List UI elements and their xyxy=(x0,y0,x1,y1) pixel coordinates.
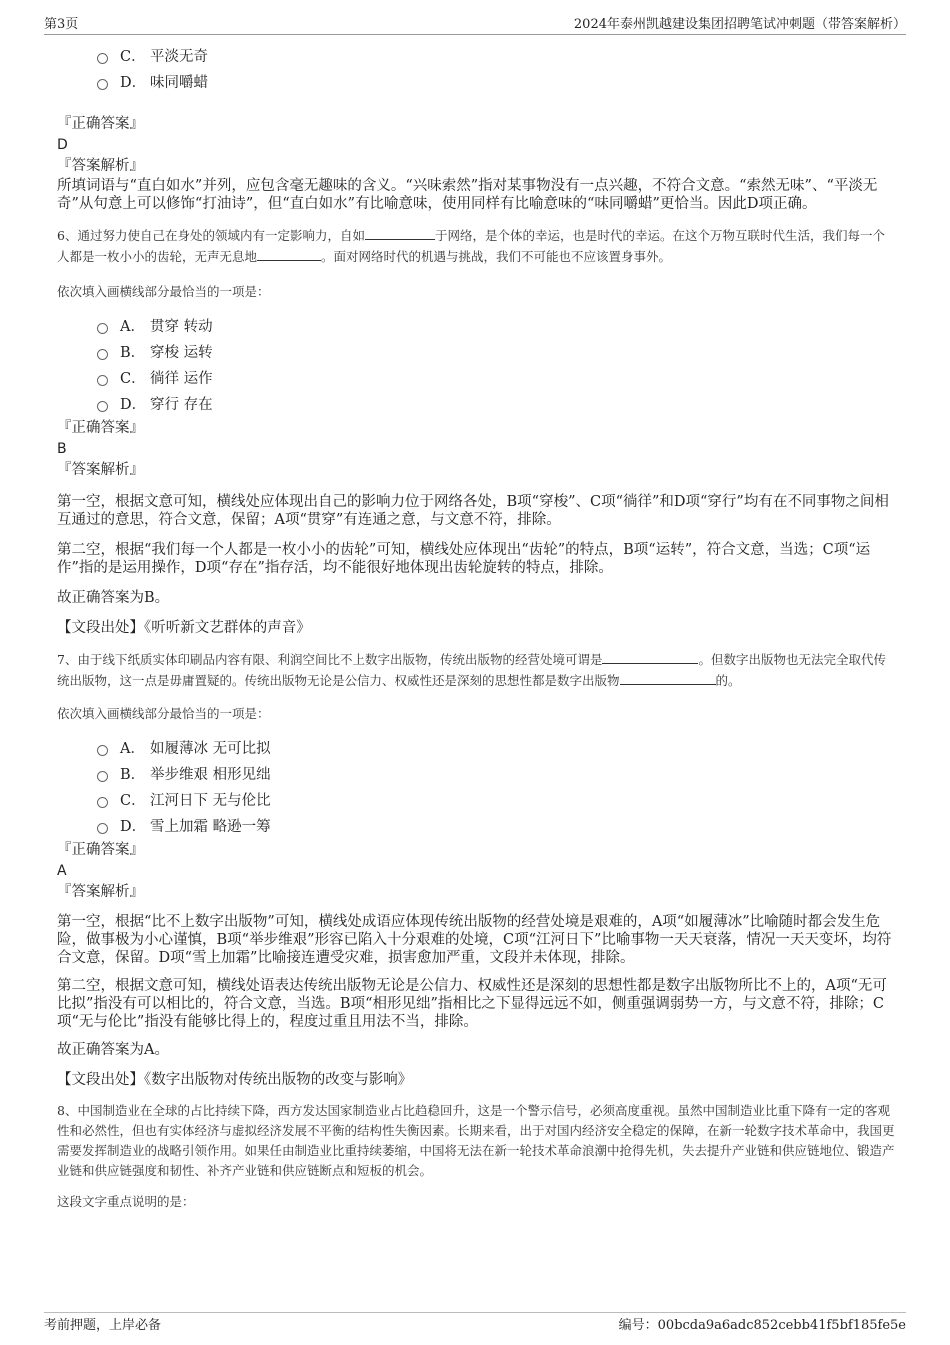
q7-analysis-p1: 第一空，根据“比不上数字出版物”可知，横线处成语应体现传统出版物的经营处境是艰难的，A项“如履薄冰”比喻随时都会发生危险，做事极为小心谨慎，B项“举步维艰”形容已陷入十分艰难的处境，C项“江河日下”比喻事物一天天衰落，情况一天天变坏，均符合文意，保留。D项“雪上加霜”比喻接连遭受灾难，损害愈加严重，文段并未体现，排除。 xyxy=(57,914,892,966)
document-title: 2024年泰州凯越建设集团招聘笔试冲刺题（带答案解析） xyxy=(573,17,906,32)
page-number: 第3页 xyxy=(44,17,79,32)
q7-option-b[interactable]: B． 举步维艰 相形见绌 xyxy=(97,762,895,788)
q5-analysis-head: 『答案解析』 xyxy=(57,158,144,174)
answer-blank xyxy=(602,649,698,664)
q8-prompt: 这段文字重点说明的是： xyxy=(57,1194,195,1209)
q6-option-a[interactable]: A． 贯穿 转动 xyxy=(97,314,895,340)
q5-option-c[interactable]: C． 平淡无奇 xyxy=(97,44,895,70)
q7-analysis-p2: 第二空，根据文意可知，横线处语表达传统出版物无论是公信力、权威性还是深刻的思想性都是数字出版物所比不上的，A项“无可比拟”指没有可以相比的，符合文意，当选。B项“相形见绌”指相比之下显得远远不如，侧重强调弱势一方，与文意不符，排除；C项“无与伦比”指没有能够比得上的，程度过重且用法不当，排除。 xyxy=(57,978,887,1030)
q7-option-d[interactable]: D． 雪上加霜 略逊一筹 xyxy=(97,814,895,840)
q5-option-d[interactable]: D． 味同嚼蜡 xyxy=(97,70,895,96)
q7-option-c[interactable]: C． 江河日下 无与伦比 xyxy=(97,788,895,814)
radio-icon[interactable] xyxy=(97,375,108,386)
q5-answer: D xyxy=(57,137,68,153)
q6-answer-head: 『正确答案』 xyxy=(57,420,144,436)
page-header xyxy=(44,14,906,35)
q7-analysis-head: 『答案解析』 xyxy=(57,884,144,900)
document-id: 编号：00bcda9a6adc852cebb41f5bf185fe5e xyxy=(618,1318,906,1333)
q6-option-d[interactable]: D． 穿行 存在 xyxy=(97,392,895,418)
radio-icon[interactable] xyxy=(97,349,108,360)
q6-source: 【文段出处】《听听新文艺群体的声音》 xyxy=(57,620,311,636)
radio-icon[interactable] xyxy=(97,53,108,64)
q6-answer: B xyxy=(57,441,67,457)
answer-blank xyxy=(365,225,435,240)
q7-option-a[interactable]: A． 如履薄冰 无可比拟 xyxy=(97,736,895,762)
q6-analysis-head: 『答案解析』 xyxy=(57,462,144,478)
radio-icon[interactable] xyxy=(97,797,108,808)
page-footer xyxy=(44,1312,906,1333)
radio-icon[interactable] xyxy=(97,401,108,412)
q6-option-b[interactable]: B． 穿梭 运转 xyxy=(97,340,895,366)
radio-icon[interactable] xyxy=(97,79,108,90)
q6-options xyxy=(97,314,895,418)
q5-options xyxy=(97,44,895,96)
radio-icon[interactable] xyxy=(97,823,108,834)
page-content xyxy=(57,44,895,1212)
q6-option-c[interactable]: C． 徜徉 运作 xyxy=(97,366,895,392)
answer-blank xyxy=(257,246,321,261)
q5-answer-head: 『正确答案』 xyxy=(57,116,144,132)
answer-blank xyxy=(620,670,716,685)
q6-stem: 6、通过努力使自己在身处的领域内有一定影响力，自如 于网络，是个体的幸运，也是时代的幸运。在这个万物互联时代生活，我们每一个人都是一枚小小的齿轮，无声无息地 。面对网络时代的机遇与挑战，我们不可能也不应该置身事外。 xyxy=(57,225,895,267)
q7-answer: A xyxy=(57,863,67,879)
q7-options xyxy=(97,736,895,840)
radio-icon[interactable] xyxy=(97,323,108,334)
q7-analysis-p3: 故正确答案为A。 xyxy=(57,1042,169,1058)
q7-stem: 7、由于线下纸质实体印刷品内容有限、利润空间比不上数字出版物，传统出版物的经营处境可谓是 。但数字出版物也无法完全取代传统出版物，这一点是毋庸置疑的。传统出版物无论是公信力、权威性还是深刻的思想性都是数字出版物 的。 xyxy=(57,649,895,691)
q8-stem: 8、中国制造业在全球的占比持续下降，西方发达国家制造业占比趋稳回升，这是一个警示信号，必须高度重视。虽然中国制造业比重下降有一定的客观性和必然性，但也有实体经济与虚拟经济发展不平衡的结构性失衡因素。长期来看，出于对国内经济安全稳定的保障，在新一轮数字技术革命中，我国更需要发挥制造业的战略引领作用。如果任由制造业比重持续萎缩，中国将无法在新一轮技术革命浪潮中抢得先机，失去提升产业链和供应链地位、锻造产业链和供应链强度和韧性、补齐产业链和供应链断点和短板的机会。 xyxy=(57,1103,895,1178)
q5-analysis: 所填词语与“直白如水”并列，应包含毫无趣味的含义。“兴味索然”指对某事物没有一点兴趣，不符合文意。“索然无味”、“平淡无奇”从句意上可以修饰“打油诗”，但“直白如水”有比喻意味，使用同样有比喻意味的“味同嚼蜡”更恰当。因此D项正确。 xyxy=(57,178,878,212)
footer-slogan: 考前押题，上岸必备 xyxy=(44,1318,162,1333)
q6-analysis-p2: 第二空，根据“我们每一个人都是一枚小小的齿轮”可知，横线处应体现出“齿轮”的特点，B项“运转”，符合文意，当选；C项“运作”指的是运用操作，D项“存在”指存活，均不能很好地体现出齿轮旋转的特点，排除。 xyxy=(57,542,871,576)
q7-prompt: 依次填入画横线部分最恰当的一项是： xyxy=(57,706,270,721)
q6-prompt: 依次填入画横线部分最恰当的一项是： xyxy=(57,284,270,299)
radio-icon[interactable] xyxy=(97,771,108,782)
q7-source: 【文段出处】《数字出版物对传统出版物的改变与影响》 xyxy=(57,1072,413,1088)
q6-analysis-p1: 第一空，根据文意可知，横线处应体现出自己的影响力位于网络各处，B项“穿梭”、C项“徜徉”和D项“穿行”均有在不同事物之间相互通过的意思，符合文意，保留；A项“贯穿”有连通之意，与文意不符，排除。 xyxy=(57,494,889,528)
q6-analysis-p3: 故正确答案为B。 xyxy=(57,590,170,606)
q7-answer-head: 『正确答案』 xyxy=(57,842,144,858)
radio-icon[interactable] xyxy=(97,745,108,756)
